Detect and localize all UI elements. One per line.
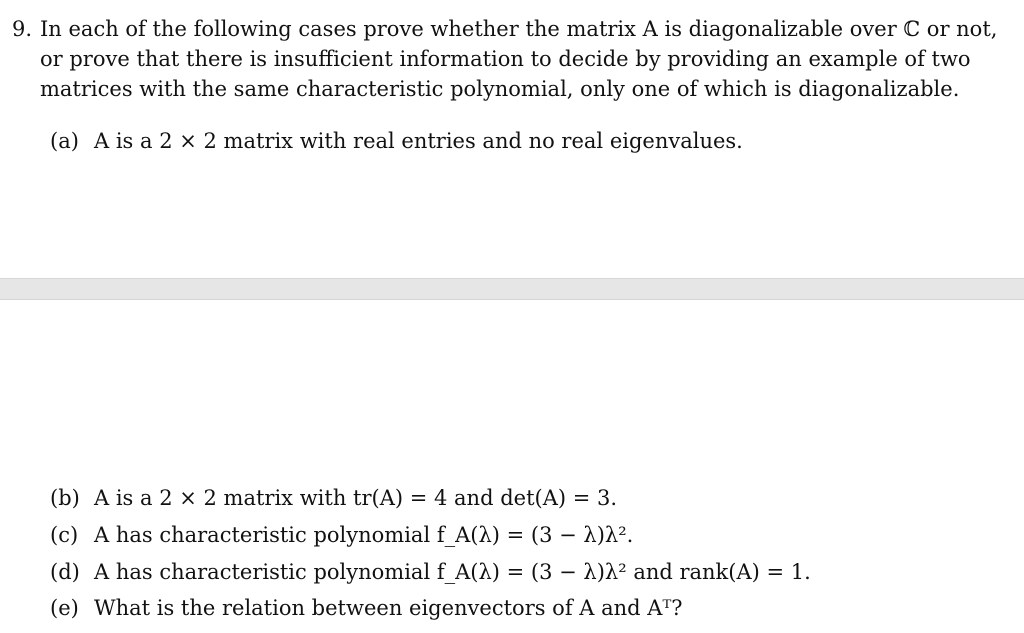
part-e <box>50 594 683 622</box>
part-c-label: (c) <box>50 523 79 547</box>
part-e-label: (e) <box>50 596 79 620</box>
problem-9 <box>12 14 1012 104</box>
part-b-text: A is a 2 × 2 matrix with tr(A) = 4 and det(A) = 3. <box>94 486 618 510</box>
part-c <box>50 521 633 549</box>
part-e-text: What is the relation between eigenvectors of A and Aᵀ? <box>94 596 683 620</box>
top-panel <box>0 0 1024 278</box>
part-a-label: (a) <box>50 129 79 153</box>
part-c-text: A has characteristic polynomial f_A(λ) = (3 − λ)λ². <box>94 523 634 547</box>
part-d <box>50 558 811 586</box>
part-a-text: A is a 2 × 2 matrix with real entries and no real eigenvalues. <box>94 129 743 153</box>
part-a <box>50 127 743 155</box>
bottom-panel <box>0 300 1024 633</box>
problem-statement: In each of the following cases prove whether the matrix A is diagonalizable over ℂ or not, or prove that there is insufficient information to decide by providing an example of two matrices with the same characteristic polynomial, only one of which is diagonalizable. <box>40 17 998 101</box>
part-d-text: A has characteristic polynomial f_A(λ) = (3 − λ)λ² and rank(A) = 1. <box>94 560 811 584</box>
problem-number: 9. <box>12 17 33 41</box>
part-b-label: (b) <box>50 486 80 510</box>
part-d-label: (d) <box>50 560 80 584</box>
part-b <box>50 484 617 512</box>
panel-separator <box>0 278 1024 300</box>
